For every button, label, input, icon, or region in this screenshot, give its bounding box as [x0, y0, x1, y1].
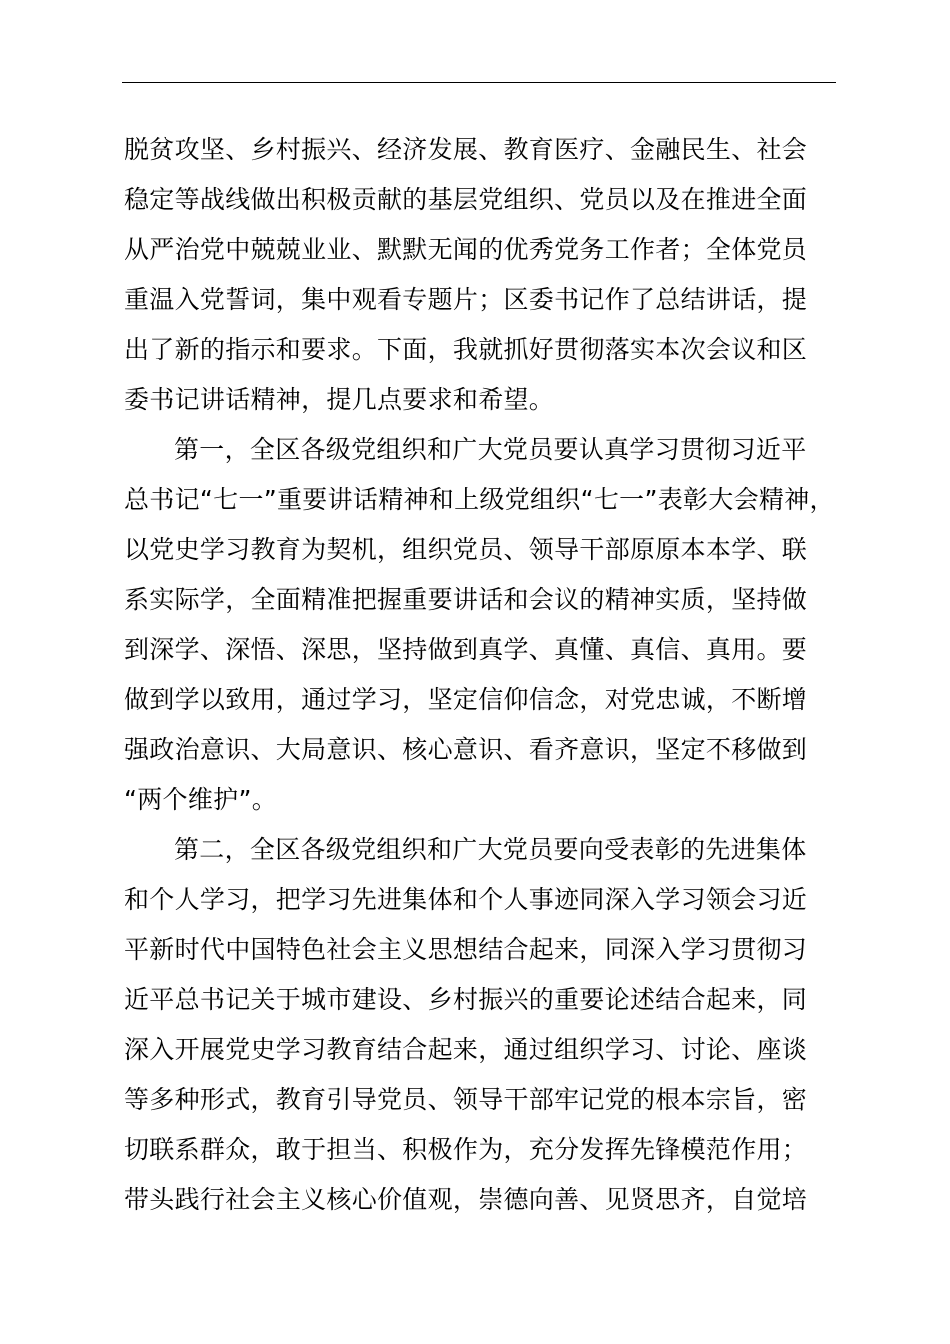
text-line: 和个人学习，把学习先进集体和个人事迹同深入学习领会习近: [124, 885, 808, 914]
text-line: 近平总书记关于城市建设、乡村振兴的重要论述结合起来，同: [124, 985, 808, 1014]
text-line: 以党史学习教育为契机，组织党员、领导干部原原本本学、联: [124, 535, 808, 564]
text-line: 等多种形式，教育引导党员、领导干部牢记党的根本宗旨，密: [124, 1085, 808, 1114]
text-line: 深入开展党史学习教育结合起来，通过组织学习、讨论、座谈: [124, 1035, 808, 1064]
text-line: 重温入党誓词，集中观看专题片；区委书记作了总结讲话，提: [124, 285, 808, 314]
header-rule: [122, 82, 836, 83]
document-body: [124, 125, 840, 1225]
text-line: 强政治意识、大局意识、核心意识、看齐意识，坚定不移做到: [124, 735, 808, 764]
text-line: 到深学、深悟、深思，坚持做到真学、真懂、真信、真用。要: [124, 635, 808, 664]
text-line: 总书记“七一”重要讲话精神和上级党组织“七一”表彰大会精神，: [124, 485, 835, 514]
paragraph-first-line: 第二，全区各级党组织和广大党员要向受表彰的先进集体: [174, 835, 807, 864]
text-line: 做到学以致用，通过学习，坚定信仰信念，对党忠诚，不断增: [124, 685, 808, 714]
text-line: 从严治党中兢兢业业、默默无闻的优秀党务工作者；全体党员: [124, 235, 808, 264]
paragraph-first-line: 第一，全区各级党组织和广大党员要认真学习贯彻习近平: [174, 435, 807, 464]
text-line: 委书记讲话精神，提几点要求和希望。: [124, 385, 555, 414]
text-line: 切联系群众，敢于担当、积极作为，充分发挥先锋模范作用；: [124, 1135, 808, 1164]
text-line: 脱贫攻坚、乡村振兴、经济发展、教育医疗、金融民生、社会: [124, 135, 808, 164]
text-line: 带头践行社会主义核心价值观，崇德向善、见贤思齐，自觉培: [124, 1185, 808, 1214]
text-line: 出了新的指示和要求。下面，我就抓好贯彻落实本次会议和区: [124, 335, 808, 364]
text-line: 平新时代中国特色社会主义思想结合起来，同深入学习贯彻习: [124, 935, 808, 964]
text-line: 系实际学，全面精准把握重要讲话和会议的精神实质，坚持做: [124, 585, 808, 614]
text-line: “两个维护”。: [124, 785, 278, 814]
text-line: 稳定等战线做出积极贡献的基层党组织、党员以及在推进全面: [124, 185, 808, 214]
